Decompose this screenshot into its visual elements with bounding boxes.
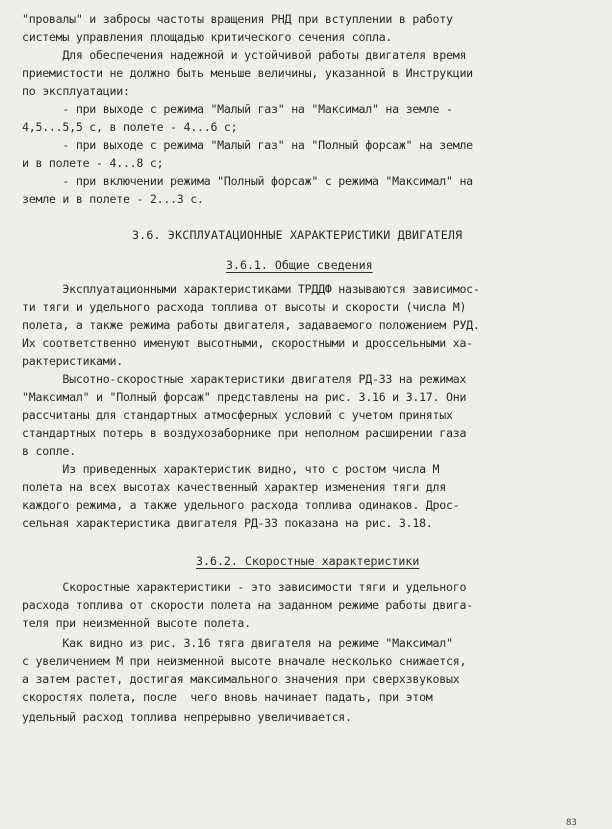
text-line: в сопле.	[22, 444, 76, 458]
text-line: - при выходе с режима "Малый газ" на "Полный форсаж" на земле	[22, 138, 473, 152]
text-line: Эксплуатационными характеристиками ТРДДФ называются зависимос-	[22, 282, 480, 296]
text-line: Высотно-скоростные характеристики двигателя РД-33 на режимах	[22, 372, 467, 386]
text-line: полета, а также режима работы двигателя, задаваемого положением РУД.	[22, 318, 480, 332]
text-line: "провалы" и забросы частоты вращения РНД при вступлении в работу	[22, 12, 453, 26]
text-line: с увеличением М при неизменной высоте вначале несколько снижается,	[22, 654, 467, 668]
text-line: системы управления площадью критического сечения сопла.	[22, 30, 393, 44]
text-line: стандартных потерь в воздухозаборнике при неполном расширении газа	[22, 426, 467, 440]
text-line: удельный расход топлива непрерывно увеличивается.	[22, 710, 352, 724]
text-line: - при включении режима "Полный форсаж" с режима "Максимал" на	[22, 174, 473, 188]
text-line: приемистости не должно быть меньше величины, указанной в Инструкции	[22, 66, 473, 80]
subsection-title: 3.6.2. Скоростные характеристики	[196, 554, 420, 568]
text-line: Как видно из рис. 3.16 тяга двигателя на режиме "Максимал"	[22, 636, 453, 650]
text-line: скоростях полета, после чего вновь начинает падать, при этом	[22, 690, 433, 704]
subsection-title: 3.6.1. Общие сведения	[226, 258, 373, 272]
text-line: сельная характеристика двигателя РД-33 показана на рис. 3.18.	[22, 516, 433, 530]
text-line: Из приведенных характеристик видно, что с ростом числа М	[22, 462, 440, 476]
text-line: по эксплуатации:	[22, 84, 130, 98]
text-line: каждого режима, а также удельного расхода топлива одинаков. Дрос-	[22, 498, 460, 512]
text-line: полета на всех высотах качественный характер изменения тяги для	[22, 480, 446, 494]
text-line: рассчитаны для стандартных атмосферных условий с учетом принятых	[22, 408, 453, 422]
text-line: земле и в полете - 2...3 с.	[22, 192, 204, 206]
text-line: Для обеспечения надежной и устойчивой работы двигателя время	[22, 48, 467, 62]
section-title: 3.6. ЭКСПЛУАТАЦИОННЫЕ ХАРАКТЕРИСТИКИ ДВИГАТЕЛЯ	[132, 228, 463, 242]
page-number: 83	[566, 818, 577, 828]
text-line: - при выходе с режима "Малый газ" на "Максимал" на земле -	[22, 102, 453, 116]
text-line: расхода топлива от скорости полета на заданном режиме работы двига-	[22, 598, 473, 612]
text-line: Скоростные характеристики - это зависимости тяги и удельного	[22, 580, 467, 594]
text-line: и в полете - 4...8 с;	[22, 156, 164, 170]
text-line: ти тяги и удельного расхода топлива от высоты и скорости (числа М)	[22, 300, 467, 314]
text-line: 4,5...5,5 с, в полете - 4...6 с;	[22, 120, 238, 134]
text-line: рактеристиками.	[22, 354, 123, 368]
text-line: а затем растет, достигая максимального значения при сверхзвуковых	[22, 672, 460, 686]
text-line: "Максимал" и "Полный форсаж" представлены на рис. 3.16 и 3.17. Они	[22, 390, 467, 404]
text-line: Их соответственно именуют высотными, скоростными и дроссельными ха-	[22, 336, 473, 350]
text-line: теля при неизменной высоте полета.	[22, 616, 251, 630]
